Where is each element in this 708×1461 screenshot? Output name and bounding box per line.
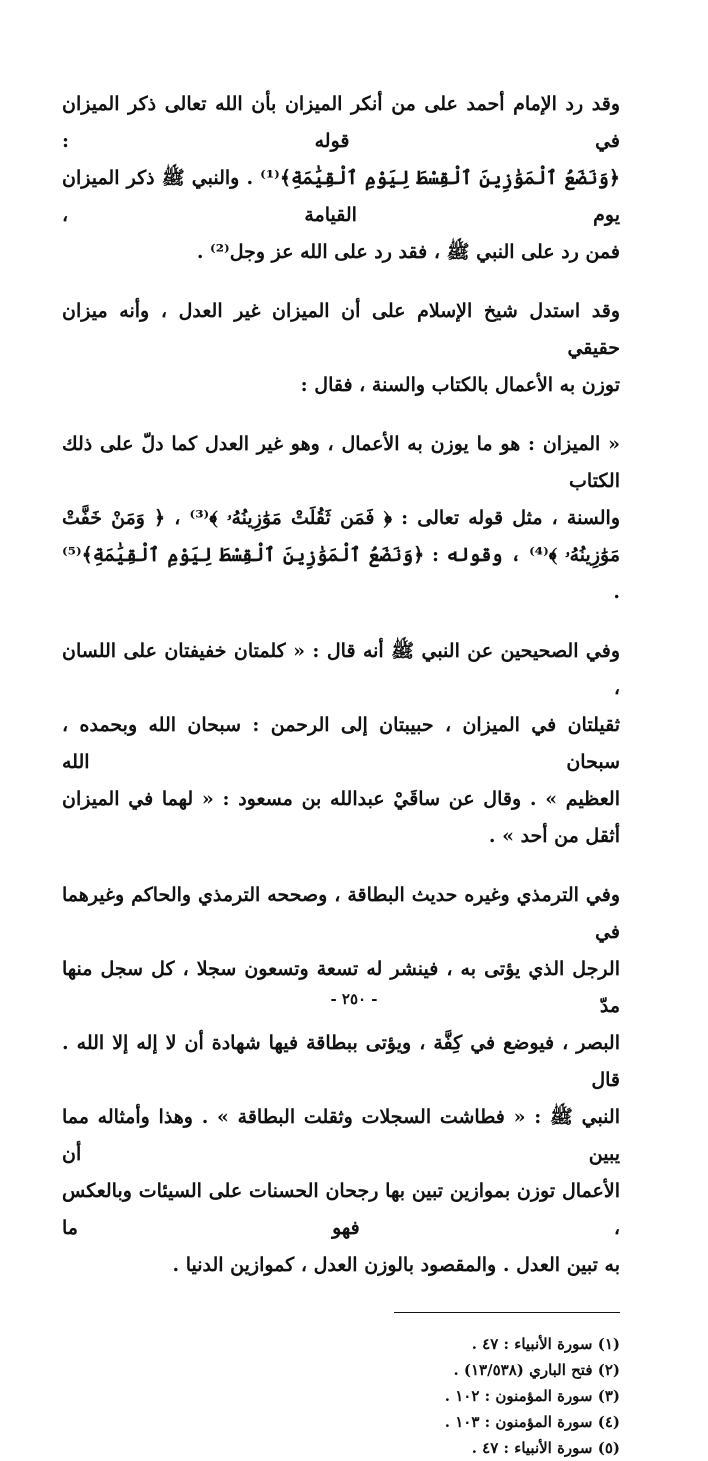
paragraph-line: والسنة ، مثل قوله تعالى : ﴿ فَمَن ثَقُلَتْ مَوَٰزِينُهُۥ ﴾⁽³⁾ ، ﴿ وَمَنْ خَفَّتْ <box>62 507 620 529</box>
paragraph-line: النبي ﷺ : « فطاشت السجلات وثقلت البطاقة » . وهذا وأمثاله مما يبين أن <box>62 1106 620 1165</box>
paragraph-line: الأعمال توزن بموازين تبين بها رجحان الحسنات على السيئات وبالعكس ، فهو ما <box>62 1180 620 1239</box>
paragraph-line: مَوَٰزِينُهُۥ ﴾⁽⁴⁾ ، وقوله : ﴿وَنَضَعُ ٱلْمَوَٰزِينَ ٱلْقِسْطَ لِيَوْمِ ٱلْقِيَٰمَةِ﴾⁽⁵⁾ . <box>62 544 620 603</box>
paragraph <box>62 426 620 611</box>
paragraph-line: وفي الصحيحين عن النبي ﷺ أنه قال : « كلمتان خفيفتان على اللسان ، <box>62 640 620 699</box>
footnote-divider <box>394 1312 620 1313</box>
footnote-item: (٢) فتح الباري (١٣/٥٣٨) . <box>453 1361 620 1379</box>
paragraph-line: فمن رد على النبي ﷺ ، فقد رد على الله عز وجل⁽²⁾ . <box>196 241 620 263</box>
paragraph-line: توزن به الأعمال بالكتاب والسنة ، فقال : <box>300 374 620 396</box>
footnotes <box>62 1331 620 1461</box>
paragraph-line: به تبين العدل . والمقصود بالوزن العدل ، كموازين الدنيا . <box>172 1254 620 1276</box>
footnote-item: (٥) سورة الأنبياء : ٤٧ . <box>471 1439 620 1457</box>
paragraph <box>62 293 620 404</box>
footnote-item: (٣) سورة المؤمنون : ١٠٢ . <box>444 1387 620 1405</box>
page-number: - ٢٥٠ - <box>330 990 378 1008</box>
paragraph-line: الرجل الذي يؤتى به ، فينشر له تسعة وتسعون سجلا ، كل سجل منها مدّ <box>62 958 620 1017</box>
body-text <box>62 86 620 1284</box>
paragraph <box>62 633 620 855</box>
paragraph-line: وقد استدل شيخ الإسلام على أن الميزان غير العدل ، وأنه ميزان حقيقي <box>62 300 620 359</box>
paragraph-line: وقد رد الإمام أحمد على من أنكر الميزان بأن الله تعالى ذكر الميزان في قوله : <box>62 93 620 152</box>
paragraph <box>62 86 620 271</box>
paragraph-line: ثقيلتان في الميزان ، حبيبتان إلى الرحمن : سبحان الله وبحمده ، سبحان الله <box>62 714 620 773</box>
paragraph-line: البصر ، فيوضع في كِفَّة ، ويؤتى ببطاقة فيها شهادة أن لا إله إلا الله . قال <box>62 1032 620 1091</box>
paragraph-line: وفي الترمذي وغيره حديث البطاقة ، وصححه الترمذي والحاكم وغيرهما في <box>62 884 620 943</box>
footnote-item: (٤) سورة المؤمنون : ١٠٣ . <box>444 1413 620 1431</box>
paragraph-line: « الميزان : هو ما يوزن به الأعمال ، وهو غير العدل كما دلّ على ذلك الكتاب <box>62 433 620 492</box>
paragraph-line: ﴿وَنَضَعُ ٱلْمَوَٰزِينَ ٱلْقِسْطَ لِيَوْمِ ٱلْقِيَٰمَةِ﴾⁽¹⁾ . والنبي ﷺ ذكر الميزان يوم القيامة ، <box>62 167 621 226</box>
paragraph-line: العظيم » . وقال عن ساقَيْ عبدالله بن مسعود : « لهما في الميزان أثقل من أحد » . <box>62 788 620 847</box>
paragraph <box>62 877 620 1284</box>
footnote-item: (١) سورة الأنبياء : ٤٧ . <box>471 1335 620 1353</box>
